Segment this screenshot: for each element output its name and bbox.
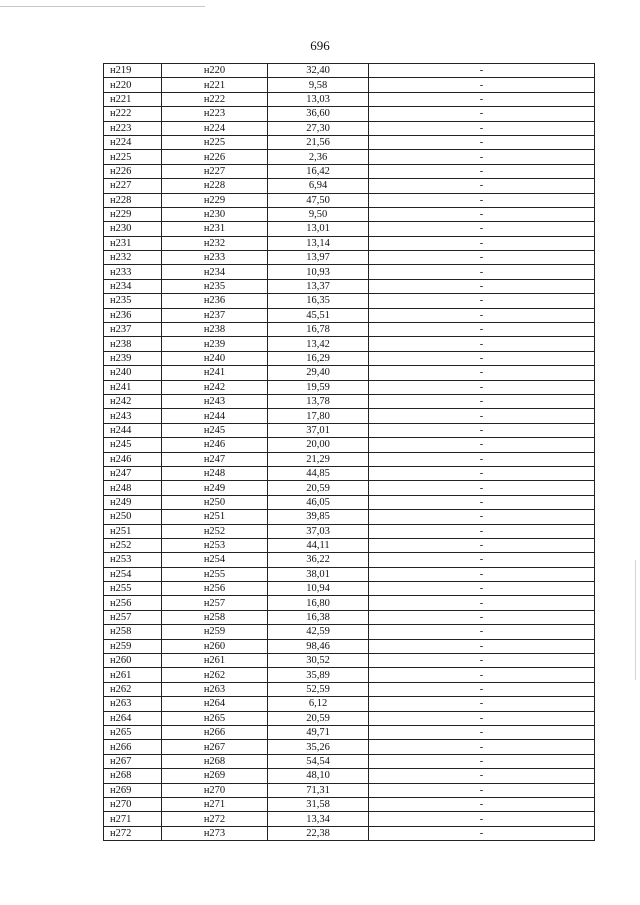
- note-cell: -: [369, 754, 595, 768]
- table-row: [104, 394, 595, 408]
- distance-cell: 16,42: [268, 164, 369, 178]
- distance-cell: 47,50: [268, 193, 369, 207]
- point-from-cell: н264: [104, 711, 162, 725]
- distance-cell: 9,58: [268, 78, 369, 92]
- point-to-cell: н233: [162, 251, 268, 265]
- note-cell: -: [369, 135, 595, 149]
- table-row: [104, 179, 595, 193]
- note-cell: -: [369, 654, 595, 668]
- point-from-cell: н249: [104, 495, 162, 509]
- note-cell: -: [369, 251, 595, 265]
- point-to-cell: н250: [162, 495, 268, 509]
- distance-cell: 17,80: [268, 409, 369, 423]
- table-row: [104, 524, 595, 538]
- point-from-cell: н253: [104, 553, 162, 567]
- note-cell: -: [369, 826, 595, 840]
- note-cell: -: [369, 394, 595, 408]
- point-to-cell: н254: [162, 553, 268, 567]
- note-cell: -: [369, 466, 595, 480]
- point-from-cell: н243: [104, 409, 162, 423]
- point-to-cell: н221: [162, 78, 268, 92]
- note-cell: -: [369, 164, 595, 178]
- distance-cell: 37,01: [268, 423, 369, 437]
- note-cell: -: [369, 538, 595, 552]
- distance-cell: 20,59: [268, 711, 369, 725]
- point-to-cell: н268: [162, 754, 268, 768]
- table-row: [104, 351, 595, 365]
- point-to-cell: н238: [162, 323, 268, 337]
- note-cell: -: [369, 783, 595, 797]
- table-row: [104, 466, 595, 480]
- note-cell: -: [369, 510, 595, 524]
- point-from-cell: н230: [104, 222, 162, 236]
- note-cell: -: [369, 308, 595, 322]
- distance-cell: 46,05: [268, 495, 369, 509]
- point-to-cell: н260: [162, 639, 268, 653]
- distance-cell: 38,01: [268, 567, 369, 581]
- distance-cell: 16,35: [268, 294, 369, 308]
- point-from-cell: н222: [104, 107, 162, 121]
- point-to-cell: н273: [162, 826, 268, 840]
- note-cell: -: [369, 812, 595, 826]
- distance-cell: 13,01: [268, 222, 369, 236]
- table-row: [104, 639, 595, 653]
- distance-cell: 6,12: [268, 697, 369, 711]
- table-row: [104, 207, 595, 221]
- table-row: [104, 725, 595, 739]
- point-to-cell: н227: [162, 164, 268, 178]
- note-cell: -: [369, 639, 595, 653]
- point-from-cell: н262: [104, 682, 162, 696]
- point-from-cell: н238: [104, 337, 162, 351]
- table-row: [104, 337, 595, 351]
- point-from-cell: н271: [104, 812, 162, 826]
- note-cell: -: [369, 323, 595, 337]
- point-from-cell: н232: [104, 251, 162, 265]
- distance-cell: 32,40: [268, 64, 369, 78]
- distance-cell: 20,00: [268, 438, 369, 452]
- point-from-cell: н225: [104, 150, 162, 164]
- table-row: [104, 812, 595, 826]
- point-to-cell: н259: [162, 625, 268, 639]
- distance-cell: 30,52: [268, 654, 369, 668]
- point-to-cell: н265: [162, 711, 268, 725]
- note-cell: -: [369, 179, 595, 193]
- distance-cell: 6,94: [268, 179, 369, 193]
- point-from-cell: н267: [104, 754, 162, 768]
- note-cell: -: [369, 438, 595, 452]
- distance-cell: 2,36: [268, 150, 369, 164]
- distance-cell: 98,46: [268, 639, 369, 653]
- table-row: [104, 193, 595, 207]
- table-body: [104, 64, 595, 841]
- table-row: [104, 308, 595, 322]
- point-from-cell: н239: [104, 351, 162, 365]
- note-cell: -: [369, 366, 595, 380]
- point-to-cell: н267: [162, 740, 268, 754]
- point-to-cell: н255: [162, 567, 268, 581]
- distance-cell: 42,59: [268, 625, 369, 639]
- table-row: [104, 121, 595, 135]
- table-row: [104, 783, 595, 797]
- distance-cell: 71,31: [268, 783, 369, 797]
- note-cell: -: [369, 452, 595, 466]
- table-row: [104, 682, 595, 696]
- distance-cell: 52,59: [268, 682, 369, 696]
- note-cell: -: [369, 711, 595, 725]
- point-to-cell: н246: [162, 438, 268, 452]
- point-from-cell: н266: [104, 740, 162, 754]
- distance-cell: 16,29: [268, 351, 369, 365]
- table-row: [104, 654, 595, 668]
- note-cell: -: [369, 265, 595, 279]
- point-to-cell: н269: [162, 769, 268, 783]
- point-to-cell: н226: [162, 150, 268, 164]
- point-from-cell: н248: [104, 481, 162, 495]
- point-to-cell: н232: [162, 236, 268, 250]
- point-from-cell: н241: [104, 380, 162, 394]
- point-from-cell: н246: [104, 452, 162, 466]
- table-row: [104, 92, 595, 106]
- distance-cell: 39,85: [268, 510, 369, 524]
- note-cell: -: [369, 769, 595, 783]
- point-to-cell: н247: [162, 452, 268, 466]
- point-from-cell: н270: [104, 797, 162, 811]
- table-row: [104, 380, 595, 394]
- point-to-cell: н244: [162, 409, 268, 423]
- point-to-cell: н256: [162, 582, 268, 596]
- distance-cell: 37,03: [268, 524, 369, 538]
- point-to-cell: н231: [162, 222, 268, 236]
- point-from-cell: н234: [104, 279, 162, 293]
- note-cell: -: [369, 380, 595, 394]
- note-cell: -: [369, 553, 595, 567]
- point-from-cell: н245: [104, 438, 162, 452]
- point-from-cell: н236: [104, 308, 162, 322]
- point-to-cell: н253: [162, 538, 268, 552]
- point-from-cell: н259: [104, 639, 162, 653]
- point-to-cell: н248: [162, 466, 268, 480]
- note-cell: -: [369, 236, 595, 250]
- point-from-cell: н252: [104, 538, 162, 552]
- point-to-cell: н222: [162, 92, 268, 106]
- note-cell: -: [369, 279, 595, 293]
- distance-cell: 13,78: [268, 394, 369, 408]
- table-row: [104, 553, 595, 567]
- distance-cell: 16,38: [268, 610, 369, 624]
- point-to-cell: н242: [162, 380, 268, 394]
- note-cell: -: [369, 423, 595, 437]
- distance-cell: 13,03: [268, 92, 369, 106]
- note-cell: -: [369, 582, 595, 596]
- point-to-cell: н257: [162, 596, 268, 610]
- distance-cell: 13,42: [268, 337, 369, 351]
- note-cell: -: [369, 625, 595, 639]
- point-from-cell: н233: [104, 265, 162, 279]
- note-cell: -: [369, 610, 595, 624]
- point-to-cell: н271: [162, 797, 268, 811]
- table-row: [104, 610, 595, 624]
- table-row: [104, 740, 595, 754]
- table-row: [104, 279, 595, 293]
- point-to-cell: н228: [162, 179, 268, 193]
- distance-cell: 35,89: [268, 668, 369, 682]
- note-cell: -: [369, 668, 595, 682]
- distance-cell: 13,37: [268, 279, 369, 293]
- point-from-cell: н269: [104, 783, 162, 797]
- point-from-cell: н258: [104, 625, 162, 639]
- distance-cell: 21,56: [268, 135, 369, 149]
- table-row: [104, 164, 595, 178]
- distance-cell: 19,59: [268, 380, 369, 394]
- point-from-cell: н250: [104, 510, 162, 524]
- distance-cell: 21,29: [268, 452, 369, 466]
- point-to-cell: н224: [162, 121, 268, 135]
- point-to-cell: н264: [162, 697, 268, 711]
- point-to-cell: н249: [162, 481, 268, 495]
- scan-edge-line: [635, 560, 636, 680]
- point-from-cell: н219: [104, 64, 162, 78]
- table-row: [104, 668, 595, 682]
- distance-cell: 16,78: [268, 323, 369, 337]
- distance-cell: 44,85: [268, 466, 369, 480]
- distance-cell: 36,60: [268, 107, 369, 121]
- point-to-cell: н236: [162, 294, 268, 308]
- table-row: [104, 481, 595, 495]
- point-to-cell: н245: [162, 423, 268, 437]
- point-from-cell: н254: [104, 567, 162, 581]
- distance-cell: 54,54: [268, 754, 369, 768]
- point-to-cell: н262: [162, 668, 268, 682]
- point-from-cell: н228: [104, 193, 162, 207]
- table-row: [104, 769, 595, 783]
- note-cell: -: [369, 121, 595, 135]
- point-to-cell: н261: [162, 654, 268, 668]
- distance-cell: 20,59: [268, 481, 369, 495]
- point-to-cell: н239: [162, 337, 268, 351]
- distance-cell: 29,40: [268, 366, 369, 380]
- distance-cell: 36,22: [268, 553, 369, 567]
- distance-cell: 48,10: [268, 769, 369, 783]
- point-to-cell: н223: [162, 107, 268, 121]
- point-to-cell: н258: [162, 610, 268, 624]
- point-to-cell: н237: [162, 308, 268, 322]
- note-cell: -: [369, 294, 595, 308]
- point-from-cell: н257: [104, 610, 162, 624]
- distance-cell: 31,58: [268, 797, 369, 811]
- note-cell: -: [369, 495, 595, 509]
- point-to-cell: н240: [162, 351, 268, 365]
- distance-cell: 44,11: [268, 538, 369, 552]
- table-row: [104, 452, 595, 466]
- point-from-cell: н260: [104, 654, 162, 668]
- table-row: [104, 697, 595, 711]
- table-row: [104, 251, 595, 265]
- point-from-cell: н256: [104, 596, 162, 610]
- note-cell: -: [369, 64, 595, 78]
- note-cell: -: [369, 222, 595, 236]
- point-to-cell: н230: [162, 207, 268, 221]
- note-cell: -: [369, 107, 595, 121]
- table-row: [104, 78, 595, 92]
- point-from-cell: н265: [104, 725, 162, 739]
- point-from-cell: н224: [104, 135, 162, 149]
- table-row: [104, 567, 595, 581]
- point-from-cell: н263: [104, 697, 162, 711]
- point-to-cell: н266: [162, 725, 268, 739]
- note-cell: -: [369, 725, 595, 739]
- note-cell: -: [369, 524, 595, 538]
- table-row: [104, 135, 595, 149]
- point-from-cell: н231: [104, 236, 162, 250]
- table-row: [104, 423, 595, 437]
- distance-cell: 13,34: [268, 812, 369, 826]
- note-cell: -: [369, 337, 595, 351]
- point-from-cell: н223: [104, 121, 162, 135]
- point-to-cell: н263: [162, 682, 268, 696]
- note-cell: -: [369, 409, 595, 423]
- note-cell: -: [369, 150, 595, 164]
- table-row: [104, 107, 595, 121]
- point-from-cell: н255: [104, 582, 162, 596]
- point-to-cell: н272: [162, 812, 268, 826]
- distance-cell: 10,93: [268, 265, 369, 279]
- table-row: [104, 596, 595, 610]
- point-from-cell: н221: [104, 92, 162, 106]
- point-from-cell: н226: [104, 164, 162, 178]
- note-cell: -: [369, 351, 595, 365]
- point-to-cell: н220: [162, 64, 268, 78]
- distance-cell: 13,97: [268, 251, 369, 265]
- point-to-cell: н241: [162, 366, 268, 380]
- table-row: [104, 323, 595, 337]
- point-from-cell: н240: [104, 366, 162, 380]
- point-from-cell: н251: [104, 524, 162, 538]
- table-row: [104, 366, 595, 380]
- point-from-cell: н247: [104, 466, 162, 480]
- point-to-cell: н225: [162, 135, 268, 149]
- distance-cell: 35,26: [268, 740, 369, 754]
- point-to-cell: н252: [162, 524, 268, 538]
- note-cell: -: [369, 740, 595, 754]
- distance-cell: 45,51: [268, 308, 369, 322]
- table-row: [104, 538, 595, 552]
- table-row: [104, 265, 595, 279]
- point-from-cell: н235: [104, 294, 162, 308]
- distance-cell: 16,80: [268, 596, 369, 610]
- scan-edge-line: [0, 6, 205, 7]
- distance-cell: 22,38: [268, 826, 369, 840]
- distance-cell: 27,30: [268, 121, 369, 135]
- point-to-cell: н251: [162, 510, 268, 524]
- note-cell: -: [369, 78, 595, 92]
- note-cell: -: [369, 797, 595, 811]
- note-cell: -: [369, 697, 595, 711]
- point-from-cell: н237: [104, 323, 162, 337]
- point-from-cell: н261: [104, 668, 162, 682]
- point-to-cell: н235: [162, 279, 268, 293]
- table-row: [104, 510, 595, 524]
- table-row: [104, 409, 595, 423]
- note-cell: -: [369, 207, 595, 221]
- point-to-cell: н234: [162, 265, 268, 279]
- table-row: [104, 222, 595, 236]
- boundary-points-table: [103, 63, 595, 841]
- table-row: [104, 625, 595, 639]
- note-cell: -: [369, 596, 595, 610]
- note-cell: -: [369, 567, 595, 581]
- point-to-cell: н270: [162, 783, 268, 797]
- table-row: [104, 438, 595, 452]
- table-row: [104, 582, 595, 596]
- point-from-cell: н272: [104, 826, 162, 840]
- point-from-cell: н244: [104, 423, 162, 437]
- note-cell: -: [369, 481, 595, 495]
- page-number: 696: [310, 38, 330, 53]
- point-from-cell: н220: [104, 78, 162, 92]
- distance-cell: 10,94: [268, 582, 369, 596]
- distance-cell: 49,71: [268, 725, 369, 739]
- table-row: [104, 826, 595, 840]
- point-from-cell: н242: [104, 394, 162, 408]
- distance-cell: 9,50: [268, 207, 369, 221]
- note-cell: -: [369, 92, 595, 106]
- point-from-cell: н268: [104, 769, 162, 783]
- note-cell: -: [369, 682, 595, 696]
- table-row: [104, 754, 595, 768]
- note-cell: -: [369, 193, 595, 207]
- point-from-cell: н229: [104, 207, 162, 221]
- point-to-cell: н243: [162, 394, 268, 408]
- table-row: [104, 711, 595, 725]
- table-row: [104, 797, 595, 811]
- distance-cell: 13,14: [268, 236, 369, 250]
- table-row: [104, 236, 595, 250]
- point-to-cell: н229: [162, 193, 268, 207]
- point-from-cell: н227: [104, 179, 162, 193]
- table-row: [104, 294, 595, 308]
- table-row: [104, 64, 595, 78]
- table-row: [104, 495, 595, 509]
- table-row: [104, 150, 595, 164]
